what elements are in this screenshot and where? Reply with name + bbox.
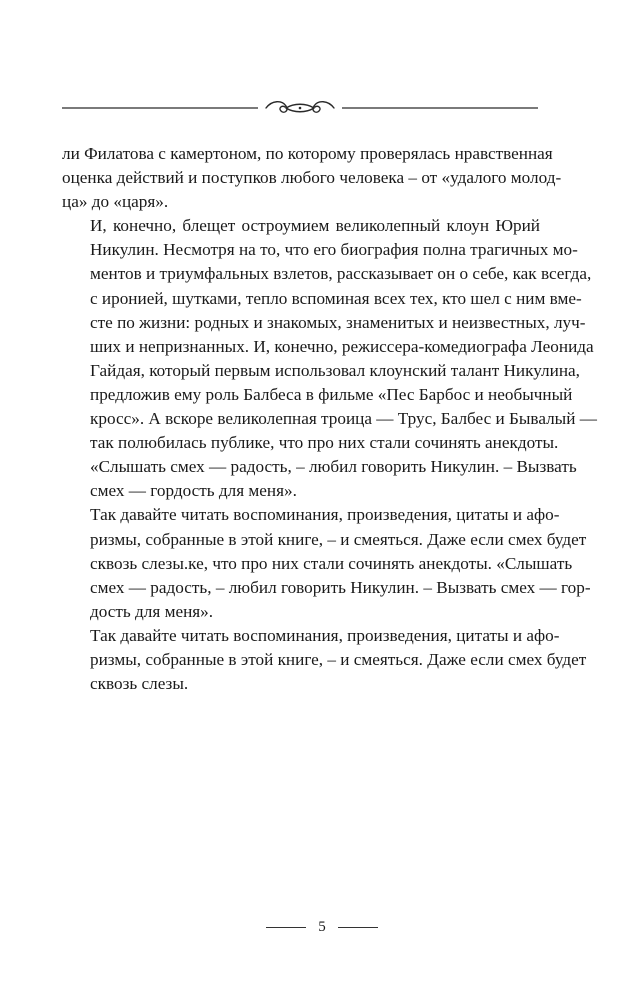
text-line: предложив ему роль Балбеса в фильме «Пес Барбос и необычный	[90, 384, 573, 404]
text-line: так полюбилась публике, что про них стали сочинять анекдоты.	[90, 433, 559, 453]
text-line: кросс». А вскоре великолепная троица — Трус, Балбес и Бывалый —	[90, 409, 597, 429]
text-line: сте по жизни: родных и знакомых, знаменитых и неизвестных, луч-	[90, 312, 586, 332]
text-line: ших и непризнанных. И, конечно, режиссера-комедиографа Леонида	[90, 336, 594, 356]
paragraph	[62, 214, 597, 503]
text-line: Так давайте читать воспоминания, произведения, цитаты и афо-	[90, 625, 560, 645]
text-line: смех — гордость для меня».	[90, 481, 297, 501]
text-line: Никулин. Несмотря на то, что его биография полна трагичных мо-	[90, 240, 578, 260]
text-line: смех — радость, – любил говорить Никулин. – Вызвать смех — гор-	[90, 577, 591, 597]
footer-dash-right	[338, 927, 378, 928]
text-line: Так давайте читать воспоминания, произведения, цитаты и афо-	[90, 505, 560, 525]
text-line: И, конечно, блещет остроумием великолепный клоун Юрий	[90, 216, 540, 236]
paragraph	[62, 503, 591, 623]
text-line: ца» до «царя».	[62, 192, 169, 212]
text-line: ментов и триумфальных взлетов, рассказывает он о себе, как всегда,	[90, 264, 592, 284]
page-footer	[0, 917, 644, 937]
text-line: сквозь слезы.	[90, 674, 189, 694]
text-line: «Слышать смех — радость, – любил говорить Никулин. – Вызвать	[90, 457, 577, 477]
text-line: Гайдая, который первым использовал клоунский талант Никулина,	[90, 360, 580, 380]
text-line: с иронией, шутками, тепло вспоминая всех тех, кто шел с ним вме-	[90, 288, 582, 308]
paragraph	[62, 142, 562, 214]
footer-dash-left	[266, 927, 306, 928]
header-ornament-rule	[62, 96, 538, 120]
text-line: ли Филатова с камертоном, по которому проверялась нравственная	[62, 144, 553, 163]
text-line: ризмы, собранные в этой книге, – и смеяться. Даже если смех будет	[90, 529, 587, 549]
flourish-ornament-icon	[266, 102, 334, 112]
page-number: 5	[318, 918, 326, 935]
text-line: оценка действий и поступков любого человека – от «удалого молод-	[62, 168, 562, 188]
text-line: ризмы, собранные в этой книге, – и смеяться. Даже если смех будет	[90, 649, 587, 669]
text-line: дость для меня».	[90, 601, 214, 621]
text-line: сквозь слезы.ке, что про них стали сочинять анекдоты. «Слышать	[90, 553, 573, 573]
body-text	[62, 142, 597, 696]
paragraph	[62, 624, 587, 696]
